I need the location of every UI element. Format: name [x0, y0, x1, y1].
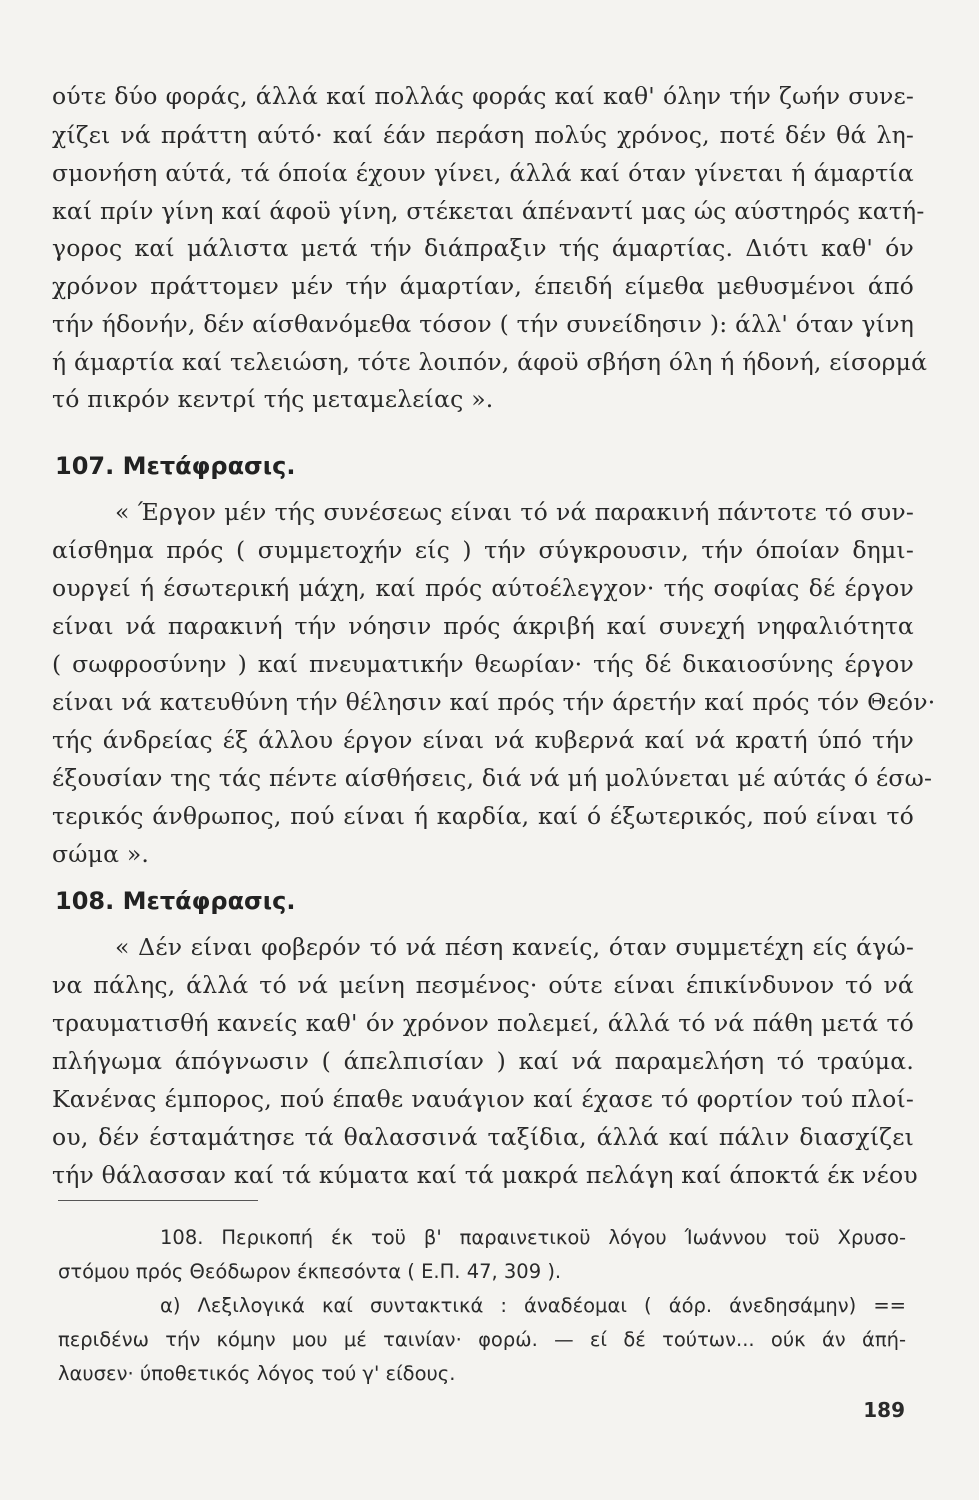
text-line: Κανένας έμπορος, πού έπαθε ναυάγιον καί έχασε τό φορτίον τού πλοί-: [52, 1085, 914, 1113]
text-line: είναι νά παρακινή τήν νόησιν πρός άκριβή καί συνεχή νηφαλιότητα: [52, 612, 914, 640]
text-line: « Δέν είναι φοβερόν τό νά πέση κανείς, όταν συμμετέχη είς άγώ-: [115, 933, 914, 961]
text-line: τήν ήδονήν, δέν αίσθανόμεθα τόσον ( τήν συνείδησιν ): άλλ' όταν γίνη: [52, 310, 914, 338]
footnote-line: α) Λεξιλογικά καί συντακτικά : άναδέομαι ( άόρ. άνεδησάμην) ==: [160, 1294, 906, 1317]
page-number: 189: [863, 1398, 905, 1422]
text-line: σμονήση αύτά, τά όποία έχουν γίνει, άλλά καί όταν γίνεται ή άμαρτία: [52, 159, 914, 187]
text-line: τραυματισθή κανείς καθ' όν χρόνον πολεμεί, άλλά τό νά πάθη μετά τό: [52, 1009, 914, 1037]
section-heading: 107. Μετάφρασις.: [55, 452, 296, 480]
text-line: να πάλης, άλλά τό νά μείνη πεσμένος· ούτε είναι έπικίνδυνον τό νά: [52, 971, 914, 999]
text-line: γορος καί μάλιστα μετά τήν διάπραξιν τής άμαρτίας. Διότι καθ' όν: [52, 234, 914, 262]
text-line: χίζει νά πράττη αύτό· καί έάν περάση πολύς χρόνος, ποτέ δέν θά λη-: [52, 121, 914, 149]
text-line: ου, δέν έσταμάτησε τά θαλασσινά ταξίδια, άλλά καί πάλιν διασχίζει: [52, 1123, 914, 1151]
text-line: είναι νά κατευθύνη τήν θέλησιν καί πρός τήν άρετήν καί πρός τόν Θεόν·: [52, 688, 936, 716]
text-line: ουργεί ή έσωτερική μάχη, καί πρός αύτοέλεγχον· τής σοφίας δέ έργον: [52, 574, 914, 602]
text-line: πλήγωμα άπόγνωσιν ( άπελπισίαν ) καί νά παραμελήση τό τραύμα.: [52, 1047, 914, 1075]
text-line: « Έργον μέν τής συνέσεως είναι τό νά παρακινή πάντοτε τό συν-: [115, 498, 914, 526]
text-line: ούτε δύο φοράς, άλλά καί πολλάς φοράς καί καθ' όλην τήν ζωήν συνε-: [52, 82, 914, 110]
text-line: χρόνον πράττομεν μέν τήν άμαρτίαν, έπειδή είμεθα μεθυσμένοι άπό: [52, 272, 914, 300]
text-line: έξουσίαν της τάς πέντε αίσθήσεις, διά νά μή μολύνεται μέ αύτάς ό έσω-: [52, 764, 933, 792]
text-line: τήν θάλασσαν καί τά κύματα καί τά μακρά πελάγη καί άποκτά έκ νέου: [52, 1161, 918, 1189]
text-line: ( σωφροσύνην ) καί πνευματικήν θεωρίαν· τής δέ δικαιοσύνης έργον: [52, 650, 914, 678]
footnote-line: περιδένω τήν κόμην μου μέ ταινίαν· φορώ. — εί δέ τούτων... ούκ άν άπή-: [58, 1328, 906, 1351]
text-line: τής άνδρείας έξ άλλου έργον είναι νά κυβερνά καί νά κρατή ύπό τήν: [52, 726, 914, 754]
text-line: τερικός άνθρωπος, πού είναι ή καρδία, καί ό έξωτερικός, πού είναι τό: [52, 802, 914, 830]
text-line: ή άμαρτία καί τελειώση, τότε λοιπόν, άφοϋ σβήση όλη ή ήδονή, είσορμά: [52, 348, 928, 376]
text-line: αίσθημα πρός ( συμμετοχήν είς ) τήν σύγκρουσιν, τήν όποίαν δημι-: [52, 536, 914, 564]
footnote-line: λαυσεν· ύποθετικός λόγος τού γ' είδους.: [58, 1362, 456, 1385]
footnote-line: στόμου πρός Θεόδωρον έκπεσόντα ( Ε.Π. 47, 309 ).: [58, 1260, 562, 1283]
footnote-divider: [58, 1200, 258, 1201]
footnote-line: 108. Περικοπή έκ τοϋ β' παραινετικοϋ λόγου Ίωάννου τοϋ Χρυσο-: [160, 1226, 906, 1249]
section-heading: 108. Μετάφρασις.: [55, 887, 296, 915]
text-line: σώμα ».: [52, 840, 150, 868]
text-line: καί πρίν γίνη καί άφοϋ γίνη, στέκεται άπέναντί μας ώς αύστηρός κατή-: [52, 197, 925, 225]
text-line: τό πικρόν κεντρί τής μεταμελείας ».: [52, 385, 494, 413]
